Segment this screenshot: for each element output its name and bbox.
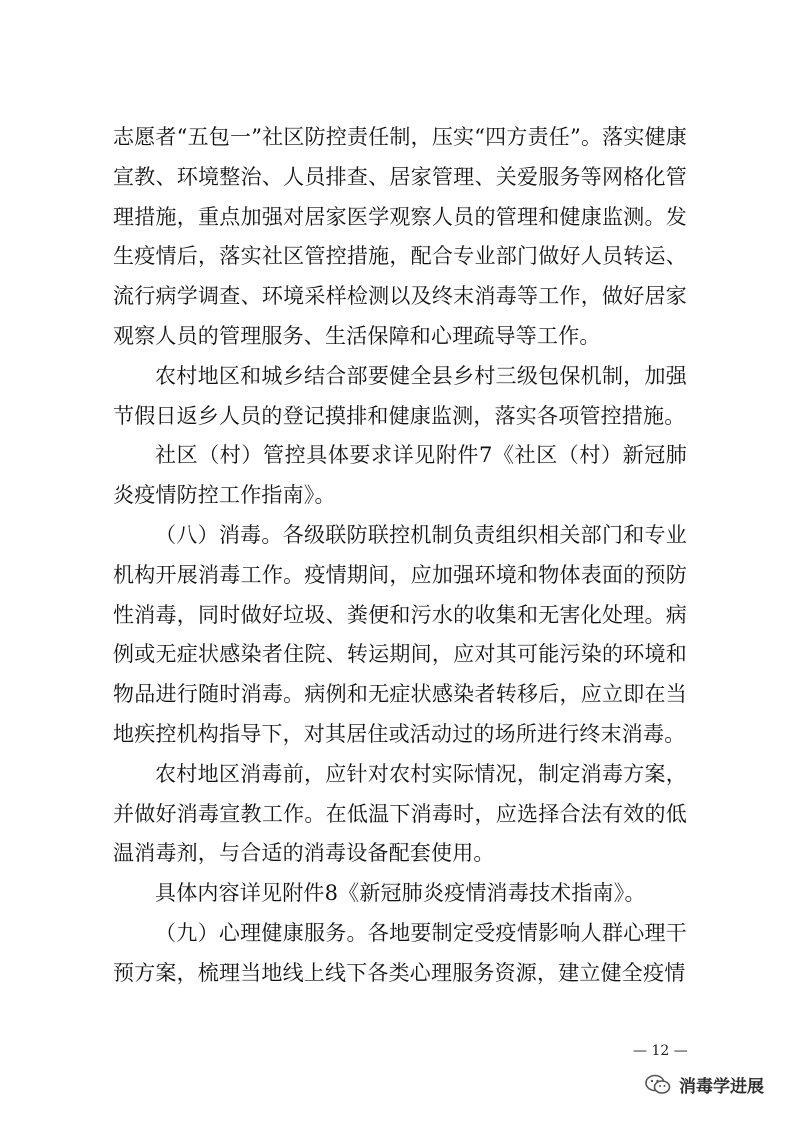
paragraph-3: 社区（村）管控具体要求详见附件7《社区（村）新冠肺炎疫情防控工作指南》。 bbox=[113, 443, 687, 508]
wechat-icon bbox=[645, 1074, 671, 1096]
page-number: — 12 — bbox=[633, 1043, 688, 1059]
wechat-watermark bbox=[645, 1072, 764, 1097]
watermark-label: 消毒学进展 bbox=[679, 1077, 764, 1097]
document-body bbox=[113, 118, 687, 994]
paragraph-5: 农村地区消毒前，应针对农村实际情况，制定消毒方案，并做好消毒宣教工作。在低温下消毒时，应选择合法有效的低温消毒剂，与合适的消毒设备配套使用。 bbox=[113, 761, 687, 866]
paragraph-4: （八）消毒。各级联防联控机制负责组织相关部门和专业机构开展消毒工作。疫情期间，应加强环境和物体表面的预防性消毒，同时做好垃圾、粪便和污水的收集和无害化处理。病例或无症状感染者住院、转运期间，应对其可能污染的环境和物品进行随时消毒。病例和无症状感染者转移后，应立即在当地疾控机构指导下，对其居住或活动过的场所进行终末消毒。 bbox=[113, 522, 687, 746]
paragraph-2: 农村地区和城乡结合部要健全县乡村三级包保机制，加强节假日返乡人员的登记摸排和健康监测，落实各项管控措施。 bbox=[113, 363, 687, 428]
paragraph-1: 志愿者“五包一”社区防控责任制，压实“四方责任”。落实健康宣教、环境整治、人员排查、居家管理、关爱服务等网格化管理措施，重点加强对居家医学观察人员的管理和健康监测。发生疫情后，落实社区管控措施，配合专业部门做好人员转运、流行病学调查、环境采样检测以及终末消毒等工作，做好居家观察人员的管理服务、生活保障和心理疏导等工作。 bbox=[113, 125, 687, 348]
paragraph-7: （九）心理健康服务。各地要制定受疫情影响人群心理干预方案，梳理当地线上线下各类心理服务资源，建立健全疫情 bbox=[113, 920, 687, 985]
paragraph-6: 具体内容详见附件8《新冠肺炎疫情消毒技术指南》。 bbox=[155, 881, 646, 906]
